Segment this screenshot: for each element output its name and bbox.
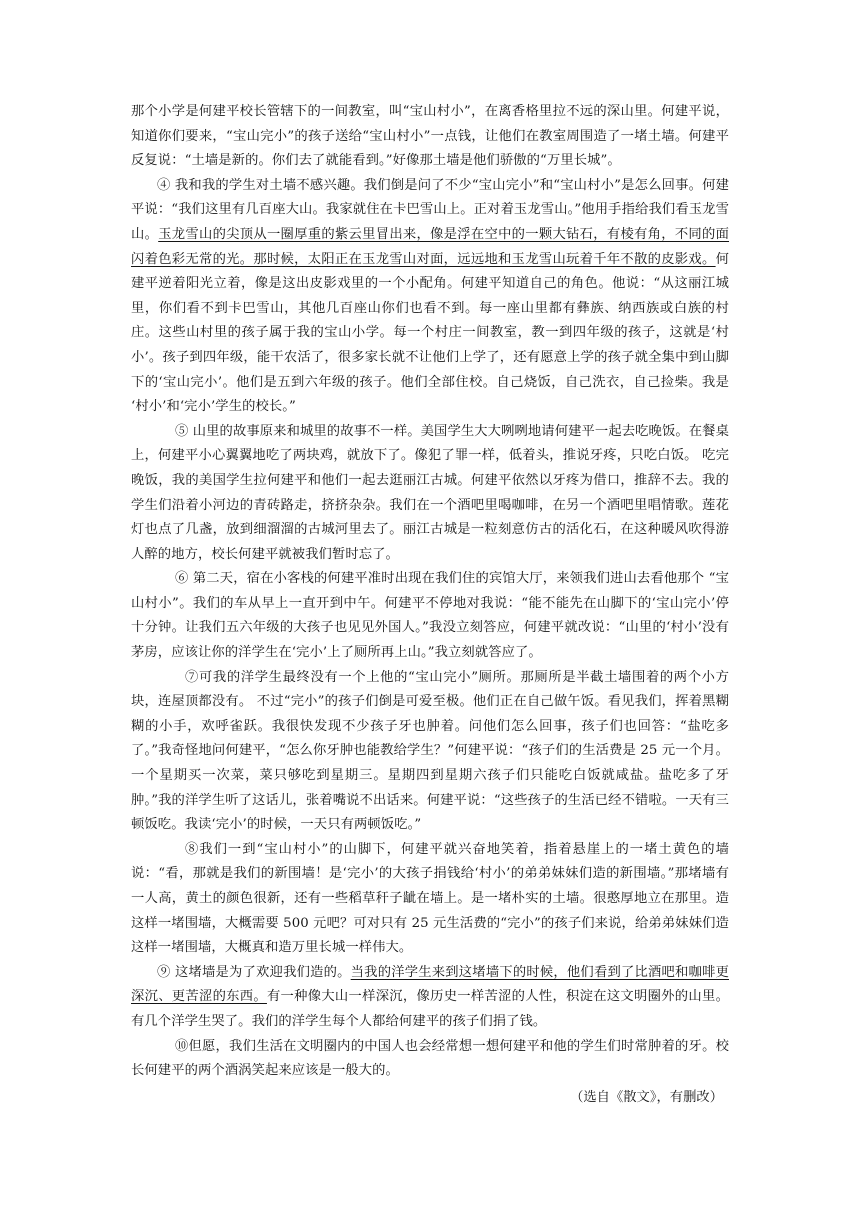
- paragraph-8: ⑧我们一到“宝山村小”的山脚下，何建平就兴奋地笑着，指着悬崖上的一堵土黄色的墙说：“看，那就是我们的新围墙！是‘完小’的大孩子捐钱给‘村小’的弟弟妹妹们造的新围墙。”那堵墙有一人高，黄土的颜色很新，还有一些稻草秆子龇在墙上。是一堵朴实的土墙。很憨厚地立在那里。造这样一堵围墙，大概需要 500 元吧？可对只有 25 元生活费的“完小”的孩子们来说，给弟弟妹妹们造这样一堵围墙，大概真和造万里长城一样伟大。: [131, 841, 729, 956]
- paragraph-4-text-after: 何建平逆着阳光立着，像是这出皮影戏里的一个小配角。何建平知道自己的角色。他说：“从这丽江城里，你们看不到卡巴雪山，其他几百座山你们也看不到。每一座山里都有彝族、纳西族或白族的村庄。这些山村里的孩子属于我的宝山小学。每一个村庄一间教室，教一到四年级的孩子，这就是‘村小’。孩子到四年级，能干农活了，很多家长就不让他们上学了，还有愿意上学的孩子就全集中到山脚下的‘宝山完小’。他们是五到六年级的孩子。他们全部住校。自己烧饭，自己洗衣，自己捡柴。我是 ‘村小’和‘完小’学生的校长。”: [131, 251, 729, 415]
- paragraph-6: ⑥ 第二天，宿在小客栈的何建平准时出现在我们住的宾馆大厅，来领我们进山去看他那个 “宝山村小”。我们的车从早上一直开到中午。何建平不停地对我说：“能不能先在山脚下的‘宝山完小’停十分钟。让我们五六年级的大孩子也见见外国人。”我没立刻答应，何建平就改说：“山里的‘村小’没有茅房，应该让你的洋学生在‘完小’上了厕所再上山。”我立刻就答应了。: [131, 571, 729, 661]
- source-citation: （选自《散文》，有删改）: [570, 1089, 723, 1105]
- paragraph-9-underlined-sentence: 当我的洋学生来到这堵墙下的时候，他们看到了比酒吧和咖啡更深沉、更苦涩的东西。: [131, 964, 729, 1005]
- paragraph-10: ⑩但愿，我们生活在文明圈内的中国人也会经常想一想何建平和他的学生们时常肿着的牙。校长何建平的两个酒涡笑起来应该是一般大的。: [131, 1038, 729, 1079]
- paragraph-9-text-after: 有一种像大山一样深沉，像历史一样苦涩的人性，积淀在这文明圈外的山里。有几个洋学生哭了。我们的洋学生每个人都给何建平的孩子们捐了钱。: [131, 989, 729, 1029]
- paragraph-5: ⑤ 山里的故事原来和城里的故事不一样。美国学生大大咧咧地请何建平一起去吃晚饭。在餐桌上，何建平小心翼翼地吃了两块鸡，就放下了。像犯了罪一样，低着头，推说牙疼，只吃白饭。 吃完晚饭，我的美国学生拉何建平和他们一起去逛丽江古城。何建平依然以牙疼为借口，推辞不去。我的学生们沿着小河边的青砖路走，挤挤杂杂。我们在一个酒吧里喝咖啡，在另一个酒吧里唱情歌。莲花灯也点了几盏，放到细溜溜的古城河里去了。丽江古城是一粒刻意仿古的活化石，在这种暖风吹得游人醉的地方，校长何建平就被我们暂时忘了。: [131, 423, 729, 562]
- paragraph-9-text-before: ⑨ 这堵墙是为了欢迎我们造的。: [157, 964, 351, 980]
- article-body: [131, 100, 729, 1110]
- paragraph-4: [131, 174, 729, 420]
- paragraph-4-text-before: ④ 我和我的学生对土墙不感兴趣。我们倒是问了不少“宝山完小”和“宝山村小”是怎么回事。何建平说：“我们这里有几百座大山。我家就住在卡巴雪山上。正对着玉龙雪山。”他用手指给我们看玉龙雪山。: [131, 177, 729, 242]
- paragraph-9: [131, 961, 729, 1035]
- paragraph-3-tail: 那个小学是何建平校长管辖下的一间教室，叫“宝山村小”，在离香格里拉不远的深山里。何建平说，知道你们要来，“宝山完小”的孩子送给“宝山村小”一点钱，让他们在教室周围造了一堵土墙。何建平反复说：“土墙是新的。你们去了就能看到。”好像那土墙是他们骄傲的“万里长城”。: [131, 104, 729, 169]
- paragraph-4-underlined-sentence: 玉龙雪山的尖顶从一圈厚重的紫云里冒出来，像是浮在空中的一颗大钻石，有棱有角，不同的面闪着色彩无常的光。那时候，太阳正在玉龙雪山对面，远远地和玉龙雪山玩着千年不散的皮影戏。: [131, 226, 730, 267]
- paragraph-7: ⑦可我的洋学生最终没有一个上他的“宝山完小”厕所。那厕所是半截土墙围着的两个小方块，连屋顶都没有。 不过“完小”的孩子们倒是可爱至极。他们正在自己做午饭。看见我们，挥着黑糊糊的小手，欢呼雀跃。我很快发现不少孩子牙也肿着。问他们怎么回事，孩子们也回答：“盐吃多了。”我奇怪地问何建平，“怎么你牙肿也能教给学生？”何建平说：“孩子们的生活费是 25 元一个月。一个星期买一次菜，菜只够吃到星期三。星期四到星期六孩子们只能吃白饭就咸盐。盐吃多了牙肿。”我的洋学生听了这话儿，张着嘴说不出话来。何建平说：“这些孩子的生活已经不错啦。一天有三顿饭吃。我读‘完小’的时候，一天只有两顿饭吃。”: [131, 669, 729, 833]
